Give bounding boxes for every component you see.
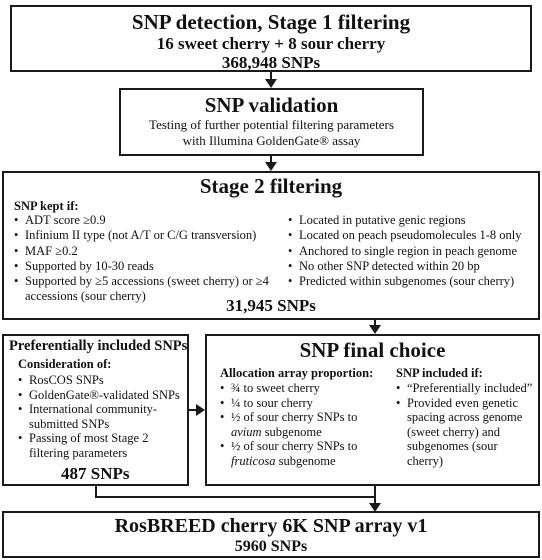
preferential-item-goldengate: • GoldenGate®-validated SNPs <box>18 388 186 403</box>
final-allocation-avium-name: avium <box>231 424 262 439</box>
validation-line1: Testing of further potential filtering parameters <box>149 117 394 132</box>
arrow-stage1-to-validation <box>265 72 277 88</box>
preferential-item-roscos: • RosCOS SNPs <box>18 373 186 388</box>
connector-bottom-horizontal <box>95 496 375 498</box>
stage2-left-list <box>14 213 279 305</box>
array-title: RosBREED cherry 6K SNP array v1 <box>114 515 428 537</box>
stage2-criterion-no-other-snp: • No other SNP detected within 20 bp <box>288 259 538 274</box>
stage2-box <box>2 171 540 320</box>
stage2-criterion-reads: • Supported by 10-30 reads <box>14 259 279 274</box>
stage1-title: SNP detection, Stage 1 filtering <box>131 10 411 34</box>
arrow-validation-to-stage2 <box>265 156 277 171</box>
final-allocation-fruticosa <box>220 439 388 468</box>
final-allocation-avium-post: subgenome <box>261 424 322 439</box>
final-allocation-avium <box>220 410 388 439</box>
stage2-criterion-adt: • ADT score ≥0.9 <box>14 213 279 228</box>
stage1-accessions: 16 sweet cherry + 8 sour cherry <box>156 34 386 53</box>
preferential-title: Preferentially included SNPs <box>9 338 188 354</box>
stage2-criterion-infinium: • Infinium II type (not A/T or C/G transversion) <box>14 228 279 243</box>
final-box <box>205 334 540 486</box>
preferential-item-passing: • Passing of most Stage 2 filtering parameters <box>18 431 186 460</box>
stage2-count: 31,945 SNPs <box>226 296 316 315</box>
stage2-right-list <box>288 213 538 289</box>
validation-line2: with Illumina GoldenGate® assay <box>182 133 361 148</box>
stage2-criterion-pseudomolecules: • Located on peach pseudomolecules 1-8 only <box>288 228 538 243</box>
arrow-to-array <box>369 496 381 512</box>
final-allocation-fruticosa-post: subgenome <box>275 453 336 468</box>
final-included-spacing: • Provided even genetic spacing across genome (sweet cherry) and subgenomes (sour cherry) <box>396 396 536 469</box>
arrow-stage2-to-final <box>369 320 381 334</box>
final-allocation-sweet-text: ¾ to sweet cherry <box>231 381 320 395</box>
preferential-item-community: • International community-submitted SNPs <box>18 402 186 431</box>
final-allocation-sour <box>220 396 388 411</box>
final-allocation-list <box>220 381 388 469</box>
final-included-list <box>396 381 536 469</box>
stage2-criterion-maf: • MAF ≥0.2 <box>14 244 279 259</box>
final-allocation-label: Allocation array proportion: <box>220 366 374 380</box>
preferential-consideration-label: Consideration of: <box>18 357 112 371</box>
final-allocation-fruticosa-pre: ½ of sour cherry SNPs to <box>231 439 358 454</box>
stage1-box <box>10 5 532 72</box>
final-allocation-avium-pre: ½ of sour cherry SNPs to <box>231 410 358 425</box>
stage2-title: Stage 2 filtering <box>199 174 343 198</box>
final-allocation-sour-text: ¼ to sour cherry <box>231 395 313 410</box>
stage2-criterion-subgenomes: • Predicted within subgenomes (sour cherry) <box>288 274 538 289</box>
stage2-criterion-genic: • Located in putative genic regions <box>288 213 538 228</box>
final-included-label: SNP included if: <box>396 366 483 380</box>
arrowhead-preferential-to-final <box>196 404 205 416</box>
stage2-criterion-accessions: • Supported by ≥5 accessions (sweet cherry) or ≥4 accessions (sour cherry) <box>14 274 279 305</box>
final-allocation-sweet <box>220 381 388 396</box>
validation-title: SNP validation <box>204 93 339 117</box>
preferential-list <box>18 373 186 461</box>
final-title: SNP final choice <box>299 338 446 362</box>
final-included-preferential: • “Preferentially included” <box>396 381 536 396</box>
stage2-kept-label: SNP kept if: <box>14 199 79 213</box>
preferential-count: 487 SNPs <box>61 464 130 483</box>
preferential-box <box>2 334 189 486</box>
array-box <box>2 511 540 558</box>
stage2-criterion-anchored: • Anchored to single region in peach genome <box>288 244 538 259</box>
array-count: 5960 SNPs <box>234 538 308 555</box>
validation-box <box>119 88 424 156</box>
final-allocation-fruticosa-name: fruticosa <box>231 453 276 468</box>
stage1-count: 368,948 SNPs <box>221 53 321 72</box>
